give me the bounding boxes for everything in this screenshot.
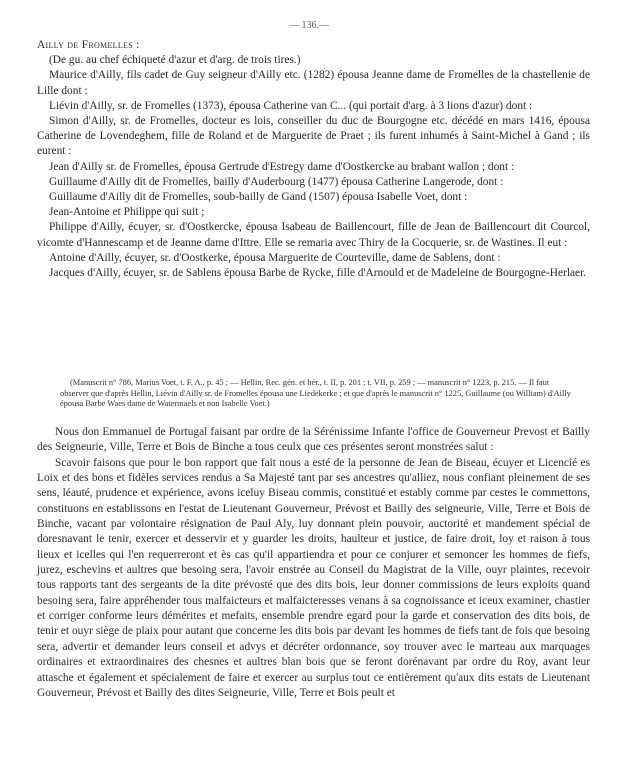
page-number: — 136.— [289,20,329,31]
deed-body: Scavoir faisons que pour le bon rapport que fait nous a esté de la personne de Jean de Biseau, écuyer et Licencié es Loix et des bons et fidèles services rendus a Sa Majesté tant par ses ancestres qu'alliez, nous confiant pleinement de ses sens, léauté, prudence et expérience, avons iceluy Biseau commis, constitué et estably comme par cestes le commettons, constituons en establissons en l'estat de Lieutenant Gouverneur, Prévost et Bailly des seigneurie, Ville, Terre et Bois de Binche, vacant par volontaire résignation de Paul Aly, luy donnant plein pouvoir, auctorité et mandement spécial de doresnavant le tenir, exercer et desservir et y guarder les droits, haulteur et justice, de faire droit, loy et raison à tous lieux et icelles qui l'en requerreront et ès cas qu'il appartiendra et pour ce conjurer et semoncer les hommes de fiefs, jurez, eschevins et aultres que besoing sera, l'avoir enstrée au Conseil du Magistrat de la Ville, ouyr plaintes, recevoir tous rapports tant des sergeants de la dite prévosté que des dits bois, leur donner commissions de leurs exploits quand besoing sera, faire appréhender tous malfaicteurs et malfaicteresses venans à sa cognoissance et iceux examiner, chastier et corriger conforme leurs démérites et mefaits, ensemble prendre egard pour la garde et conservation des dits bois, de tenir et ouyr siège de plaix pour autant que concerne les dits bois par devant les hommes de fiefs tant de fois que besoing sera, advertir et demander leurs conseil et advys et décréter ordonnance, soy trouver avec le marteau aux marquages ordinaires et extraordinaires des chesnes et aultres blan bois que se feront dorénavant par ordre du Roy, avant leur attasche et également et spécialement de faire et exercer au surplus tout ce entièrement qu'aux dits estats de Lieutenant Gouverneur, Prévost et Bailly des dites Seigneurie, Ville, Terre et Bois peult et [37,456,590,699]
genealogy-entry: Antoine d'Ailly, écuyer, sr. d'Oostkerke, épousa Marguerite de Courteville, dame de Sablens, dont : [49,251,501,264]
source-note: (Manuscrit n° 786, Marius Voet, t. F. A., p. 45 ; — Hellin, Rec. gén. et hér., t. II, p. 201 ; t. VII, p. 259 ; — manuscrit n° 1223, p. 215. — Il faut observer que d'après Hellin, Liévin d'Ailly sr. de Fromelles épousa une Liedekerke ; et que d'après le manuscrit n° 1225, Guillaume (ou William) d'Ailly épousa Barbe Waes dame de Watermaels et non Isabelle Voet.) [60,378,571,409]
genealogy-entry: Maurice d'Ailly, fils cadet de Guy seigneur d'Ailly etc. (1282) épousa Jeanne dame de Fromelles de la chastellenie de Lille dont : [37,69,590,97]
genealogy-section [37,38,590,281]
genealogy-entry: Simon d'Ailly, sr. de Fromelles, docteur es lois, conseiller du duc de Bourgogne etc. décédé en mars 1416, épousa Catherine de Lovendeghem, fille de Roland et de Marguerite de Praet ; ils furent inhumés à Saint-Michel à Gand ; ils eurent : [37,115,590,158]
genealogy-entry: Jacques d'Ailly, écuyer, sr. de Sablens épousa Barbe de Rycke, fille d'Arnould et de Madeleine de Bourgogne-Herlaer. [49,267,587,280]
genealogy-entry: Jean-Antoine et Philippe qui suit ; [49,206,205,219]
genealogy-entry: Guillaume d'Ailly dit de Fromelles, bailly d'Auderbourg (1477) épousa Catherine Langerode, dont : [49,175,504,188]
genealogy-entry: Philippe d'Ailly, écuyer, sr. d'Oostkercke, épousa Isabeau de Baillencourt, fille de Jean de Baillencourt dit Courcol, vicomte d'Hannescamp et de Jeanne dame d'Ittre. Elle se remaria avec Thiry de la Cocquerie, sr. de Wastines. Il eut : [37,221,590,249]
genealogy-entry: Liévin d'Ailly, sr. de Fromelles (1373), épousa Catherine van C... (qui portait d'arg. à 3 lions d'azur) dont : [49,99,533,112]
family-heading: Ailly de Fromelles : [37,39,140,51]
genealogy-entry: Jean d'Ailly sr. de Fromelles, épousa Gertrude d'Estregy dame d'Oostkercke au brabant wallon ; dont : [49,160,515,173]
source-notes [60,378,580,410]
coat-of-arms: (De gu. au chef échiqueté d'azur et d'arg. de trois tires.) [49,54,301,67]
deed-intro: Nous don Emmanuel de Portugal faisant par ordre de la Sérénissime Infante l'office de Gouverneur Prevost et Bailly des Seigneurie, Ville, Terre et Bois de Binche a tous ceulx que ces présentes seront monstrées salut : [37,426,590,454]
deed-section [37,425,590,701]
genealogy-entry: Guillaume d'Ailly dit de Fromelles, soub-bailly de Gand (1507) épousa Isabelle Voet, dont : [49,191,468,204]
